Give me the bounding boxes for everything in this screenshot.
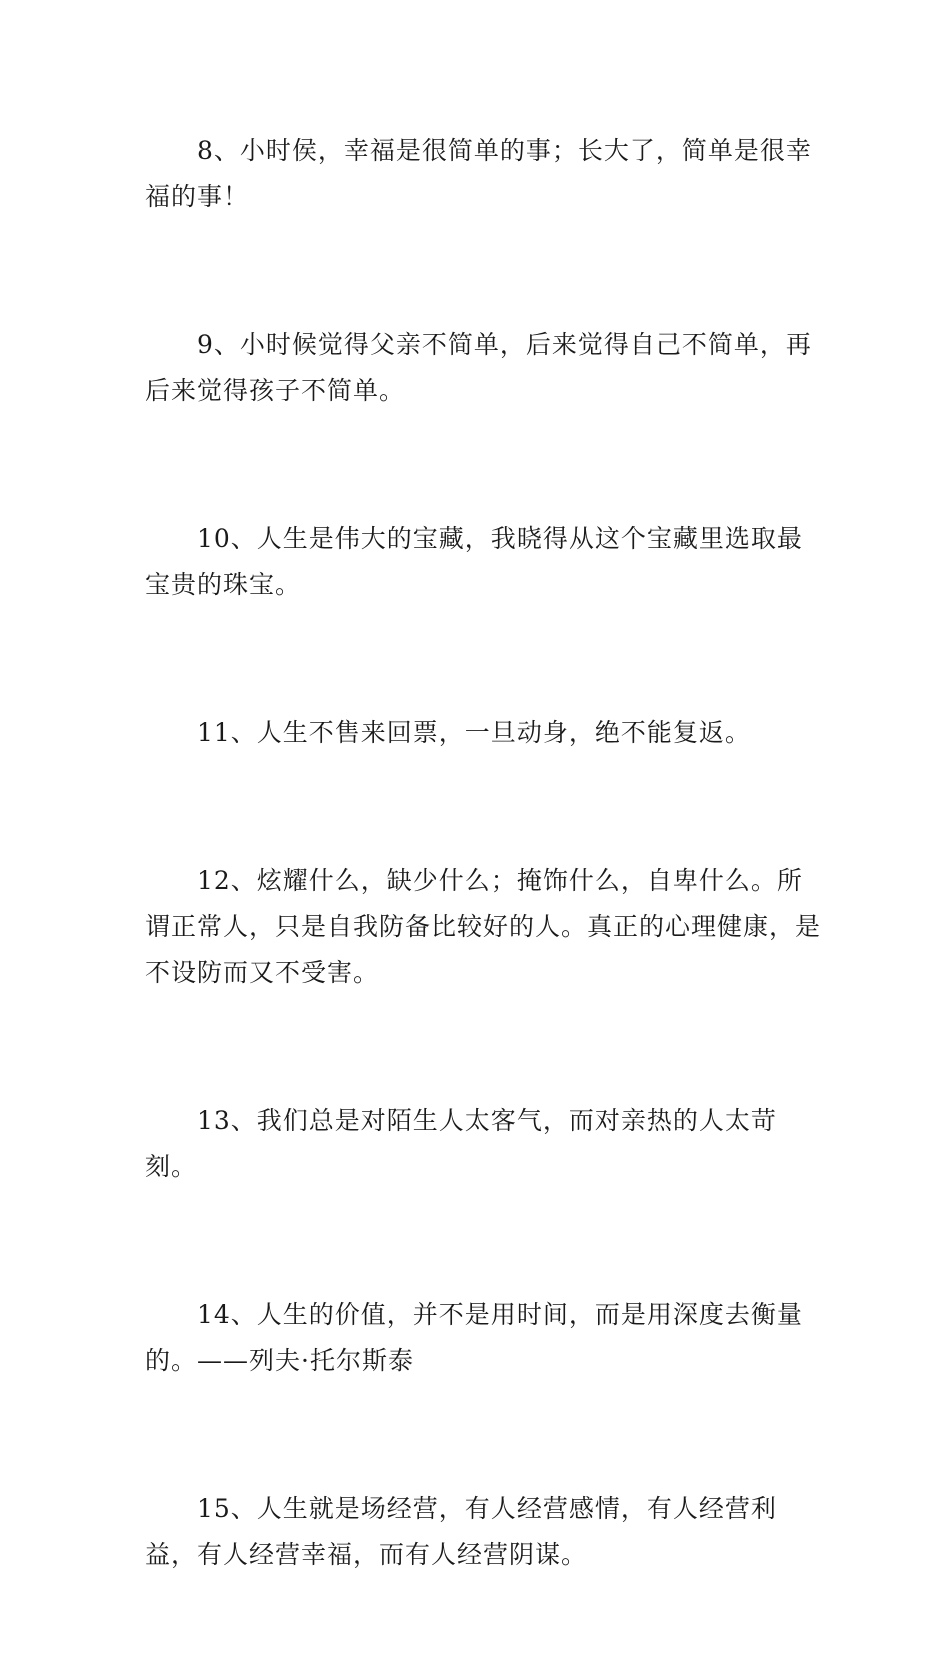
paragraph-8: 8、小时侯，幸福是很简单的事；长大了，简单是很幸福的事！	[145, 136, 812, 211]
paragraph-11: 11、人生不售来回票，一旦动身，绝不能复返。	[197, 718, 751, 747]
paragraph-14: 14、人生的价值，并不是用时间，而是用深度去衡量的。——列夫·托尔斯泰	[145, 1300, 803, 1375]
paragraph-10: 10、人生是伟大的宝藏，我晓得从这个宝藏里选取最宝贵的珠宝。	[145, 524, 803, 599]
paragraph-12: 12、炫耀什么，缺少什么；掩饰什么，自卑什么。所谓正常人，只是自我防备比较好的人。真正的心理健康，是不设防而又不受害。	[145, 866, 822, 987]
paragraph-9: 9、小时候觉得父亲不简单，后来觉得自己不简单，再后来觉得孩子不简单。	[145, 330, 812, 405]
paragraph-13: 13、我们总是对陌生人太客气，而对亲热的人太苛刻。	[145, 1106, 777, 1181]
document-body	[145, 128, 825, 1680]
paragraph-15: 15、人生就是场经营，有人经营感情，有人经营利益，有人经营幸福，而有人经营阴谋。	[145, 1494, 777, 1569]
